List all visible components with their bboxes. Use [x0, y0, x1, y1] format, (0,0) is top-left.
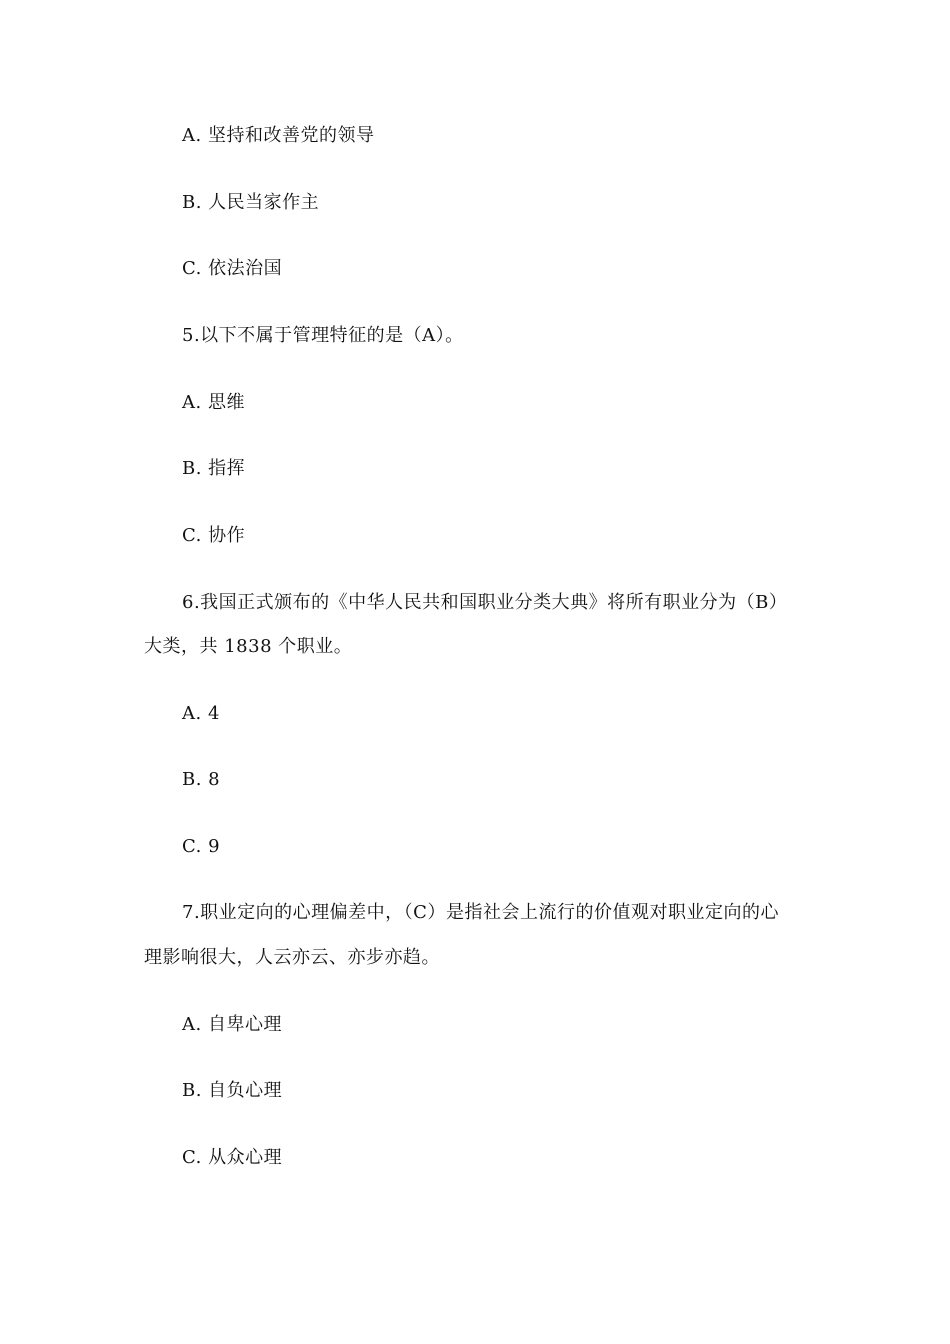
- option-item: C. 9: [182, 836, 221, 857]
- question-text-continued: 理影响很大，人云亦云、亦步亦趋。: [144, 947, 440, 968]
- question-text-continued: 大类，共 1838 个职业。: [144, 636, 353, 657]
- question-text: 5.以下不属于管理特征的是（A）。: [182, 325, 464, 346]
- question-text: 6.我国正式颁布的《中华人民共和国职业分类大典》将所有职业分为（B）: [182, 592, 788, 613]
- option-item: B. 8: [182, 769, 221, 790]
- option-item: B. 指挥: [182, 458, 246, 479]
- option-item: A. 坚持和改善党的领导: [182, 125, 375, 146]
- option-item: A. 自卑心理: [182, 1014, 282, 1035]
- option-item: B. 自负心理: [182, 1080, 283, 1101]
- option-item: B. 人民当家作主: [182, 192, 320, 213]
- option-item: A. 4: [182, 703, 220, 724]
- option-item: C. 协作: [182, 525, 246, 546]
- option-item: C. 依法治国: [182, 258, 283, 279]
- option-item: C. 从众心理: [182, 1147, 283, 1168]
- question-text: 7.职业定向的心理偏差中，（C）是指社会上流行的价值观对职业定向的心: [182, 902, 779, 923]
- option-item: A. 思维: [182, 392, 245, 413]
